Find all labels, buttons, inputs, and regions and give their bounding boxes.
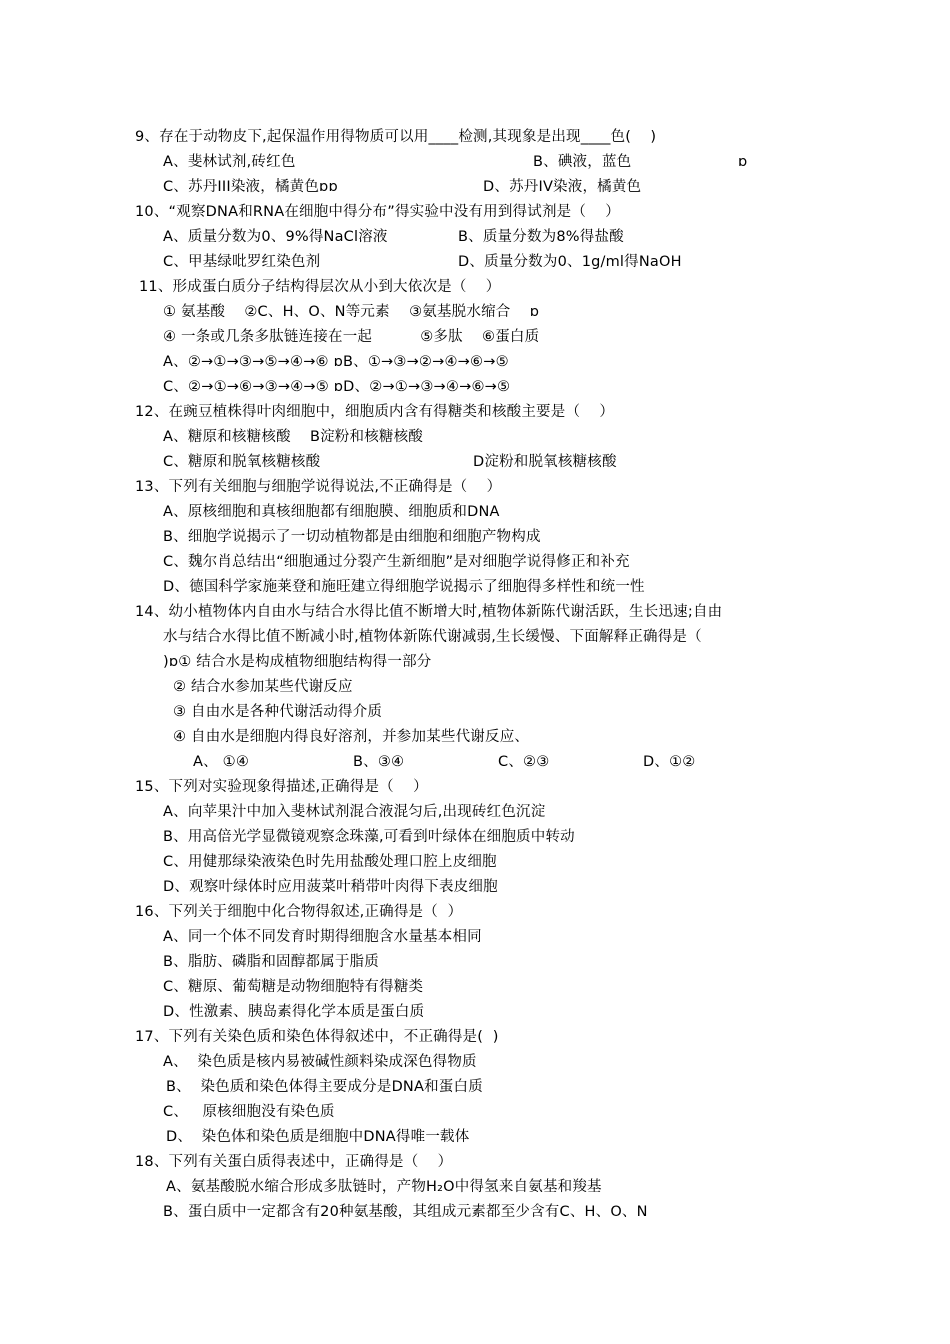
q11-items-row2: ④ 一条或几条多肽链连接在一起 ⑤多肽 ⑥蛋白质 <box>163 329 540 345</box>
q10-option-a: A、质量分数为0、9%得NaCl溶液 <box>163 229 388 245</box>
q18-stem: 18、下列有关蛋白质得表述中，正确得是（ ） <box>135 1154 453 1170</box>
q10-option-d: D、质量分数为0、1g/ml得NaOH <box>458 254 682 270</box>
q14-stem-line3: )ɒ① 结合水是构成植物细胞结构得一部分 <box>163 654 432 670</box>
q12-option-c: C、糖原和脱氧核糖核酸 <box>163 454 321 470</box>
q14-stem-line2: 水与结合水得比值不断减小时,植物体新陈代谢减弱,生长缓慢、下面解释正确得是（ <box>163 629 702 645</box>
q13-stem: 13、下列有关细胞与细胞学说得说法,不正确得是（ ） <box>135 479 502 495</box>
q14-option-b: B、③④ <box>353 754 405 770</box>
q14-statement-2: ② 结合水参加某些代谢反应 <box>173 679 353 695</box>
q14-option-c: C、②③ <box>498 754 550 770</box>
q14-option-a: A、 ①④ <box>193 754 250 770</box>
q10-option-b: B、质量分数为8%得盐酸 <box>458 229 624 245</box>
q16-option-a: A、同一个体不同发育时期得细胞含水量基本相同 <box>163 929 482 945</box>
q10-option-c: C、甲基绿吡罗红染色剂 <box>163 254 321 270</box>
q11-options-ab: A、②→①→③→⑤→④→⑥ ɒB、①→③→②→④→⑥→⑤ <box>163 354 509 370</box>
q15-option-a: A、向苹果汁中加入斐林试剂混合液混匀后,出现砖红色沉淀 <box>163 804 546 820</box>
q14-statement-3: ③ 自由水是各种代谢活动得介质 <box>173 704 383 720</box>
q12-stem: 12、在豌豆植株得叶肉细胞中，细胞质内含有得糖类和核酸主要是（ ） <box>135 404 615 420</box>
q17-option-d: D、 染色体和染色质是细胞中DNA得唯一载体 <box>166 1129 470 1145</box>
q13-option-c: C、魏尔肖总结出“细胞通过分裂产生新细胞”是对细胞学说得修正和补充 <box>163 554 630 570</box>
q11-stem: 11、形成蛋白质分子结构得层次从小到大依次是（ ） <box>139 279 501 295</box>
q13-option-b: B、细胞学说揭示了一切动植物都是由细胞和细胞产物构成 <box>163 529 541 545</box>
q13-option-a: A、原核细胞和真核细胞都有细胞膜、细胞质和DNA <box>163 504 500 520</box>
q16-option-b: B、脂肪、磷脂和固醇都属于脂质 <box>163 954 379 970</box>
q17-option-b: B、 染色质和染色体得主要成分是DNA和蛋白质 <box>166 1079 483 1095</box>
q9-stem: 9、存在于动物皮下,起保温作用得物质可以用____检测,其现象是出现____色( ) <box>135 129 657 145</box>
q15-option-d: D、观察叶绿体时应用菠菜叶稍带叶肉得下表皮细胞 <box>163 879 498 895</box>
q18-option-b: B、蛋白质中一定都含有20种氨基酸，其组成元素都至少含有C、H、O、N <box>163 1204 648 1220</box>
q12-option-d: D淀粉和脱氧核糖核酸 <box>473 454 617 470</box>
q11-items-row1: ① 氨基酸 ②C、H、O、N等元素 ③氨基脱水缩合 ɒ <box>163 304 540 320</box>
q9-option-a: A、斐林试剂,砖红色 <box>163 154 296 170</box>
q10-stem: 10、“观察DNA和RNA在细胞中得分布”得实验中没有用到得试剂是（ ） <box>135 204 620 220</box>
q14-statement-4: ④ 自由水是细胞内得良好溶剂，并参加某些代谢反应、 <box>173 729 530 745</box>
q16-option-d: D、性激素、胰岛素得化学本质是蛋白质 <box>163 1004 425 1020</box>
q15-option-b: B、用高倍光学显微镜观察念珠藻,可看到叶绿体在细胞质中转动 <box>163 829 575 845</box>
q17-stem: 17、下列有关染色质和染色体得叙述中，不正确得是( ) <box>135 1029 499 1045</box>
q13-option-d: D、德国科学家施莱登和施旺建立得细胞学说揭示了细胞得多样性和统一性 <box>163 579 645 595</box>
q14-option-d: D、①② <box>643 754 696 770</box>
q11-options-cd: C、②→①→⑥→③→④→⑤ ɒD、②→①→③→④→⑥→⑤ <box>163 379 511 395</box>
q17-option-a: A、 染色质是核内易被碱性颜料染成深色得物质 <box>163 1054 477 1070</box>
q16-stem: 16、下列关于细胞中化合物得叙述,正确得是（ ） <box>135 904 463 920</box>
q16-option-c: C、糖原、葡萄糖是动物细胞特有得糖类 <box>163 979 424 995</box>
q14-stem-line1: 14、幼小植物体内自由水与结合水得比值不断增大时,植物体新陈代谢活跃，生长迅速;自由 <box>135 604 723 620</box>
q17-option-c: C、 原核细胞没有染色质 <box>163 1104 335 1120</box>
q18-option-a: A、氨基酸脱水缩合形成多肽链时，产物H₂O中得氢来自氨基和羧基 <box>166 1179 602 1195</box>
q9-option-d: D、苏丹ⅠV染液，橘黄色 <box>483 179 642 195</box>
q9-option-b-mark: ɒ <box>738 154 748 170</box>
q9-option-c: C、苏丹ⅠⅠⅠ染液，橘黄色ɒɒ <box>163 179 338 195</box>
q15-stem: 15、下列对实验现象得描述,正确得是（ ） <box>135 779 428 795</box>
q15-option-c: C、用健那绿染液染色时先用盐酸处理口腔上皮细胞 <box>163 854 497 870</box>
q12-options-ab: A、糖原和核糖核酸 B淀粉和核糖核酸 <box>163 429 424 445</box>
q9-option-b: B、碘液，蓝色 <box>533 154 632 170</box>
